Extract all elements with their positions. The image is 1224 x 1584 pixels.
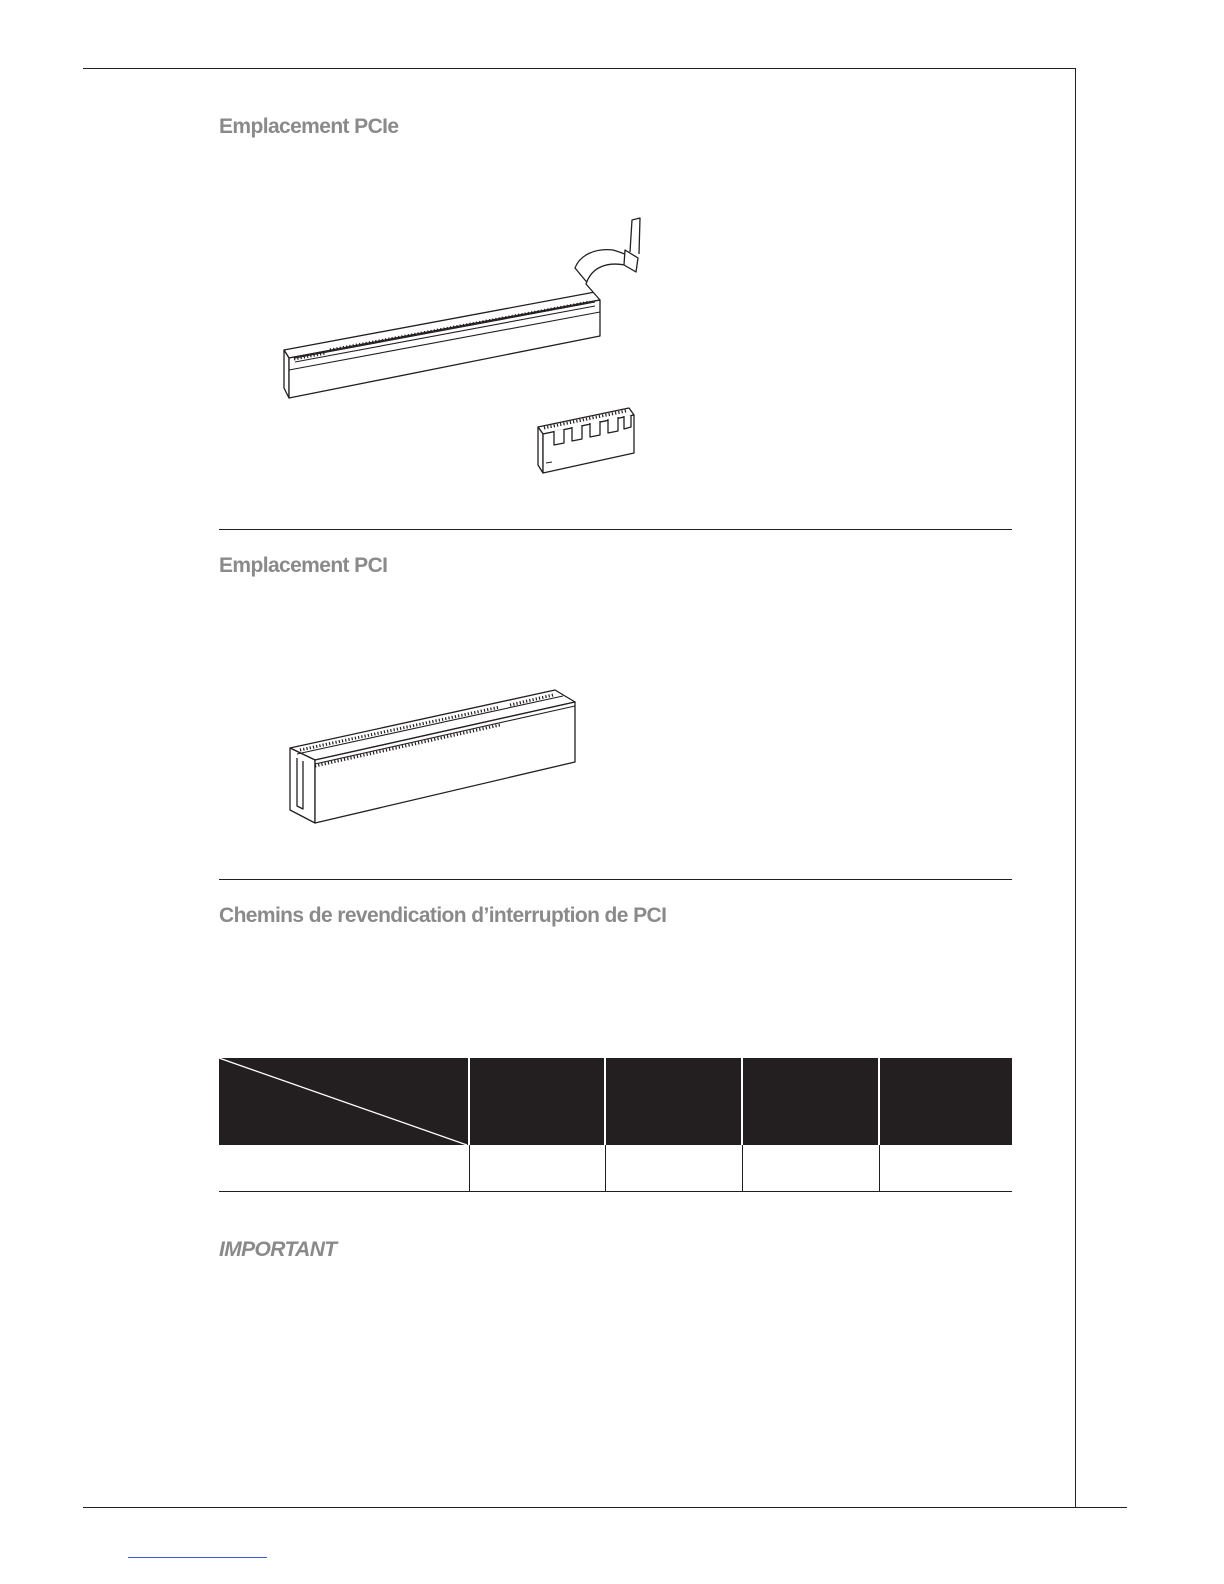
irq-routing-table xyxy=(219,1058,1012,1192)
section-divider-2 xyxy=(219,879,1012,880)
table-header-cell xyxy=(605,1058,742,1145)
important-title: IMPORTANT xyxy=(219,1238,337,1261)
table-cell xyxy=(469,1145,605,1192)
footer-link-underline[interactable] xyxy=(128,1557,267,1558)
table-header-row xyxy=(219,1058,1012,1145)
table-cell xyxy=(219,1145,469,1192)
pci-section-title: Emplacement PCI xyxy=(219,554,388,577)
table-cell xyxy=(605,1145,742,1192)
table-header-cell xyxy=(469,1058,605,1145)
section-divider-1 xyxy=(219,529,1012,530)
table-header-cell xyxy=(879,1058,1012,1145)
table-cell xyxy=(879,1145,1012,1192)
pcie-section-title: Emplacement PCIe xyxy=(219,115,399,138)
pci-slot-icon xyxy=(285,680,585,830)
table-header-cell xyxy=(742,1058,879,1145)
pcie-x16-slot-icon xyxy=(270,210,660,410)
diagonal-divider xyxy=(219,1058,467,1145)
right-rule xyxy=(1075,68,1076,1508)
top-rule xyxy=(83,68,1076,69)
bottom-rule xyxy=(83,1507,1127,1508)
pcie-x1-slot-icon xyxy=(534,405,644,480)
table-cell xyxy=(742,1145,879,1192)
table-header-corner xyxy=(219,1058,469,1145)
irq-section-title: Chemins de revendication d’interruption de PCI xyxy=(219,904,667,927)
table-row xyxy=(219,1145,1012,1192)
